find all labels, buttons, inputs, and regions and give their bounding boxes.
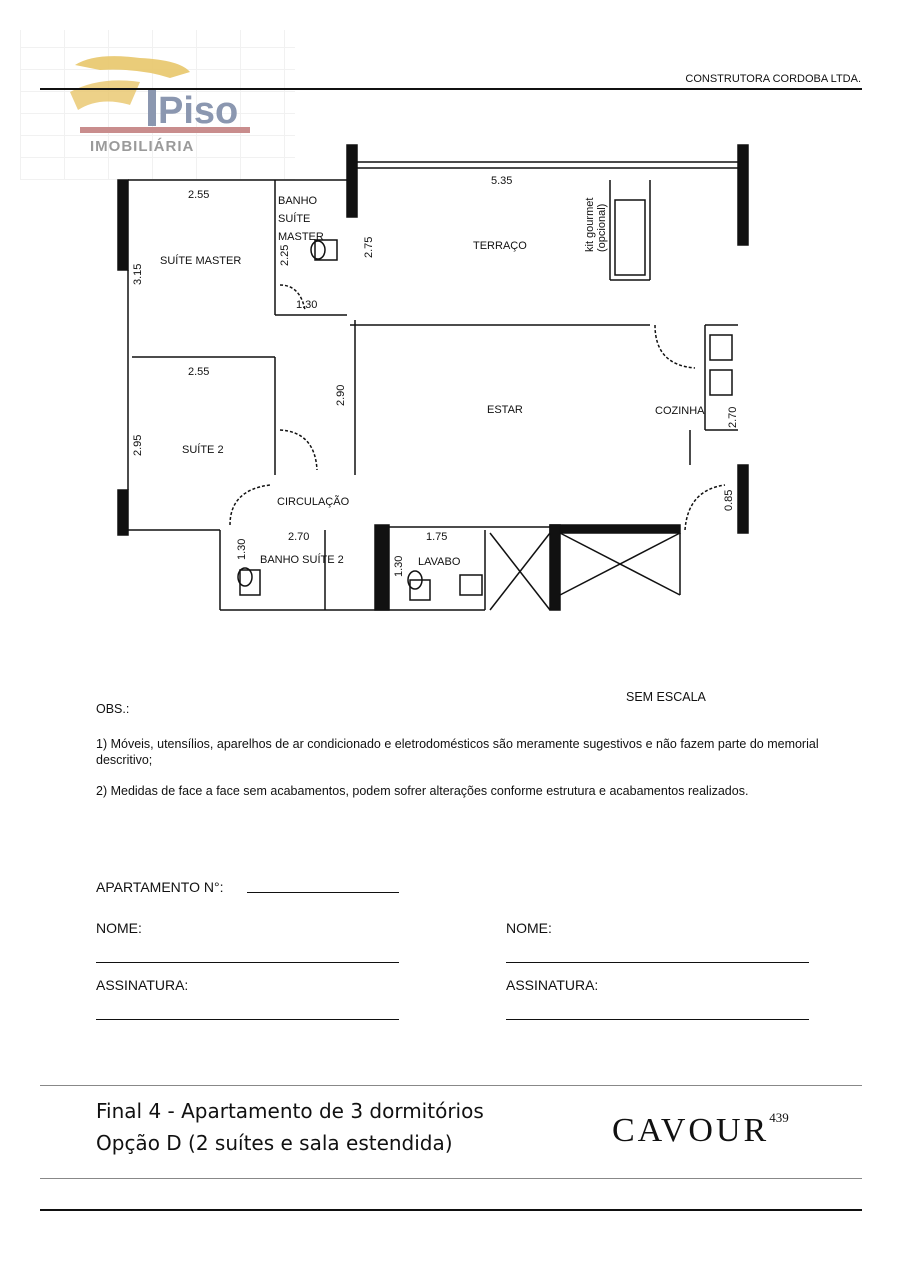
footer-title-line1: Final 4 - Apartamento de 3 dormitórios bbox=[96, 1099, 484, 1123]
dim-cozinha-door: 0.85 bbox=[723, 489, 735, 511]
footer-bottom-rule bbox=[40, 1178, 862, 1179]
room-cozinha: COZINHA bbox=[655, 405, 705, 417]
company-name: CONSTRUTORA CORDOBA LTDA. bbox=[685, 73, 861, 85]
apartment-number-line[interactable] bbox=[247, 892, 399, 893]
brand-number: 439 bbox=[769, 1110, 789, 1125]
signature-line-right[interactable] bbox=[506, 1019, 809, 1020]
dim-banho-master-depth: 2.25 bbox=[279, 244, 291, 266]
room-suite-2: SUÍTE 2 bbox=[182, 444, 224, 456]
dim-suite-master-depth: 3.15 bbox=[132, 263, 144, 285]
room-circulacao: CIRCULAÇÃO bbox=[277, 496, 350, 508]
signature-label-left: ASSINATURA: bbox=[96, 977, 189, 993]
dim-suite2-depth: 2.95 bbox=[132, 434, 144, 456]
room-banho-master-line2: SUÍTE bbox=[278, 213, 311, 225]
name-line-right[interactable] bbox=[506, 962, 809, 963]
room-estar: ESTAR bbox=[487, 404, 523, 416]
brand-name: CAVOUR bbox=[612, 1112, 770, 1149]
footer-title bbox=[96, 1095, 484, 1159]
logo-subtitle: IMOBILIÁRIA bbox=[90, 138, 195, 155]
dim-banho-suite2-depth: 1.30 bbox=[236, 538, 248, 560]
dim-cozinha-depth: 2.70 bbox=[727, 406, 739, 428]
dim-suite2-width: 2.55 bbox=[188, 366, 210, 378]
dim-terraco-depth: 2.75 bbox=[363, 236, 375, 258]
name-label-left: NOME: bbox=[96, 920, 142, 936]
room-kit-gourmet-line1: kit gourmet bbox=[584, 197, 596, 252]
dim-lavabo-depth: 1.30 bbox=[393, 555, 405, 577]
cavour-brand bbox=[612, 1112, 789, 1150]
footer-title-line2: Opção D (2 suítes e sala estendida) bbox=[96, 1131, 453, 1155]
name-line-left[interactable] bbox=[96, 962, 399, 963]
obs-title: OBS.: bbox=[96, 702, 130, 716]
name-label-right: NOME: bbox=[506, 920, 552, 936]
room-terraco: TERRAÇO bbox=[473, 240, 527, 252]
obs-note-2: 2) Medidas de face a face sem acabamentos, podem sofrer alterações conforme estrutura e acabamentos realizados. bbox=[96, 784, 749, 798]
room-banho-suite-2: BANHO SUÍTE 2 bbox=[260, 554, 344, 566]
obs-note-1: 1) Móveis, utensílios, aparelhos de ar condicionado e eletrodomésticos são meramente sugestivos e não fazem parte do memorial descritivo; bbox=[96, 737, 819, 767]
floor-plan bbox=[110, 140, 760, 620]
dim-banho-master-width: 1.30 bbox=[296, 299, 318, 311]
dim-circulacao-depth: 2.90 bbox=[335, 384, 347, 406]
footer-top-rule bbox=[40, 1085, 862, 1086]
dim-banho-suite2-width: 2.70 bbox=[288, 531, 310, 543]
dim-lavabo-width: 1.75 bbox=[426, 531, 448, 543]
room-kit-gourmet-line2: (opcional) bbox=[596, 203, 608, 252]
page-bottom-rule bbox=[40, 1209, 862, 1211]
dim-suite-master-width: 2.55 bbox=[188, 189, 210, 201]
dim-terraco-width: 5.35 bbox=[491, 175, 513, 187]
header-rule bbox=[40, 88, 862, 90]
signature-label-right: ASSINATURA: bbox=[506, 977, 599, 993]
svg-text:Piso: Piso bbox=[158, 90, 239, 132]
signature-line-left[interactable] bbox=[96, 1019, 399, 1020]
room-banho-master-line1: BANHO bbox=[278, 195, 318, 207]
apartment-label: APARTAMENTO N°: bbox=[96, 879, 224, 895]
room-banho-master-line3: MASTER bbox=[278, 231, 324, 243]
room-lavabo: LAVABO bbox=[418, 556, 461, 568]
scale-note: SEM ESCALA bbox=[626, 690, 706, 704]
room-suite-master: SUÍTE MASTER bbox=[160, 255, 242, 267]
